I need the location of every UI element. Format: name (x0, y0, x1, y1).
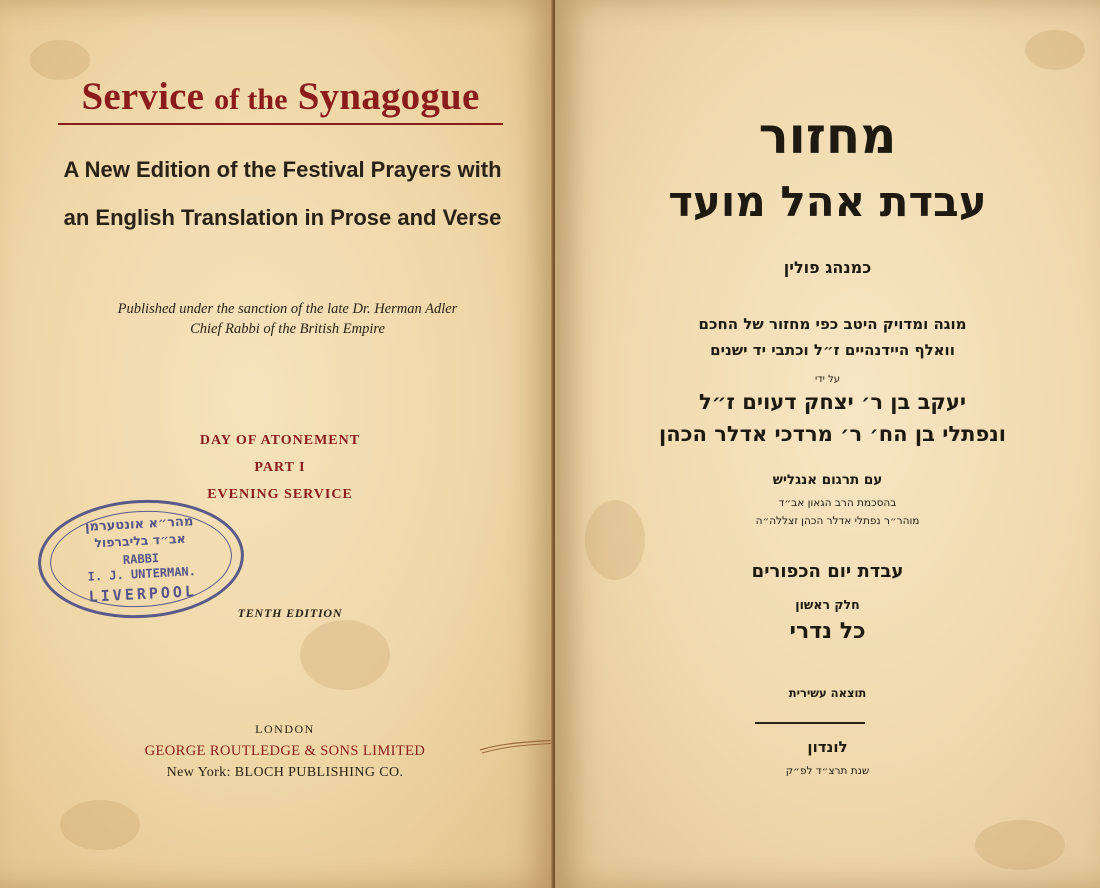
approval-line-1: בהסכמת הרב הגאון אב״ד (778, 497, 897, 509)
sanction-line-2: Chief Rabbi of the British Empire (190, 321, 385, 337)
bookmark-thread (480, 738, 555, 756)
imprint-new-york: New York: BLOCH PUBLISHING CO. (166, 765, 404, 780)
hebrew-city: לונדון (807, 738, 848, 756)
edition-label: TENTH EDITION (237, 606, 343, 620)
right-page (555, 0, 1100, 888)
hebrew-service: עבדת יום הכפורים (751, 561, 904, 582)
hebrew-by: על ידי (814, 374, 841, 385)
imprint-rule (755, 722, 865, 724)
rabbi-stamp (35, 495, 247, 624)
hebrew-description (585, 311, 1080, 363)
title-word-of-the: of the (214, 83, 288, 116)
approval-line-2: מוהר״ר נפתלי אדלר הכהן זצללה״ה (755, 515, 920, 527)
hebrew-approval (615, 494, 1060, 530)
section-part: PART I (254, 460, 306, 475)
section-day-of-atonement: DAY OF ATONEMENT (199, 433, 361, 448)
title-word-service: Service (81, 75, 205, 118)
stamp-city: LIVERPOOL (88, 582, 198, 606)
description-line-2: וואלף היידנהיים ז״ל וכתבי יד ישנים (710, 341, 955, 359)
description-line-1: מוגה ומדויק היטב כפי מחזור של החכם (698, 315, 967, 333)
hebrew-part: חלק ראשון (795, 597, 860, 612)
imprint-city: LONDON (255, 722, 315, 736)
subtitle-line-2: an English Translation in Prose and Verse (63, 205, 502, 230)
title-word-synagogue: Synagogue (297, 75, 480, 118)
section-evening-service: EVENING SERVICE (207, 487, 353, 502)
sanction-line-1: Published under the sanction of the late Dr. Herman Adler (117, 301, 458, 317)
subtitle-line-1: A New Edition of the Festival Prayers with (63, 157, 502, 182)
english-title (56, 74, 505, 119)
hebrew-translation: עם תרגום אנגליש (772, 472, 883, 488)
hebrew-kol-nidre: כל נדרי (789, 619, 866, 644)
english-subtitle (50, 146, 515, 242)
imprint-publisher: GEORGE ROUTLEDGE & SONS LIMITED (144, 743, 426, 759)
hebrew-edition: תוצאה עשירית (788, 686, 867, 700)
hebrew-year: שנת תרצ״ד לפ״ק (785, 765, 870, 777)
stamp-hebrew-line-1: מהר״א אונטערמן (84, 514, 194, 535)
title-underline (58, 123, 503, 125)
stamp-name: I. J. UNTERMAN. (87, 564, 197, 584)
foxing-spot (1025, 30, 1085, 70)
foxing-spot (975, 820, 1065, 870)
hebrew-custom: כמנהג פולין (783, 258, 872, 277)
hebrew-title: מחזור (758, 107, 897, 165)
author-line-1: יעקב בן ר׳ יצחק דעוים ז״ל (698, 390, 967, 414)
foxing-spot (60, 800, 140, 850)
stamp-rabbi: RABBI (122, 551, 160, 567)
hebrew-subtitle: עבדת אהל מועד (668, 177, 987, 226)
stamp-hebrew-line-2: אב״ד בליברפול (93, 530, 187, 551)
author-line-2: ונפתלי בן הח׳ ר׳ מרדכי אדלר הכהן (659, 422, 1006, 446)
hebrew-authors (575, 386, 1090, 450)
sanction-note (80, 299, 495, 339)
section-labels (120, 427, 440, 508)
foxing-spot (300, 620, 390, 690)
